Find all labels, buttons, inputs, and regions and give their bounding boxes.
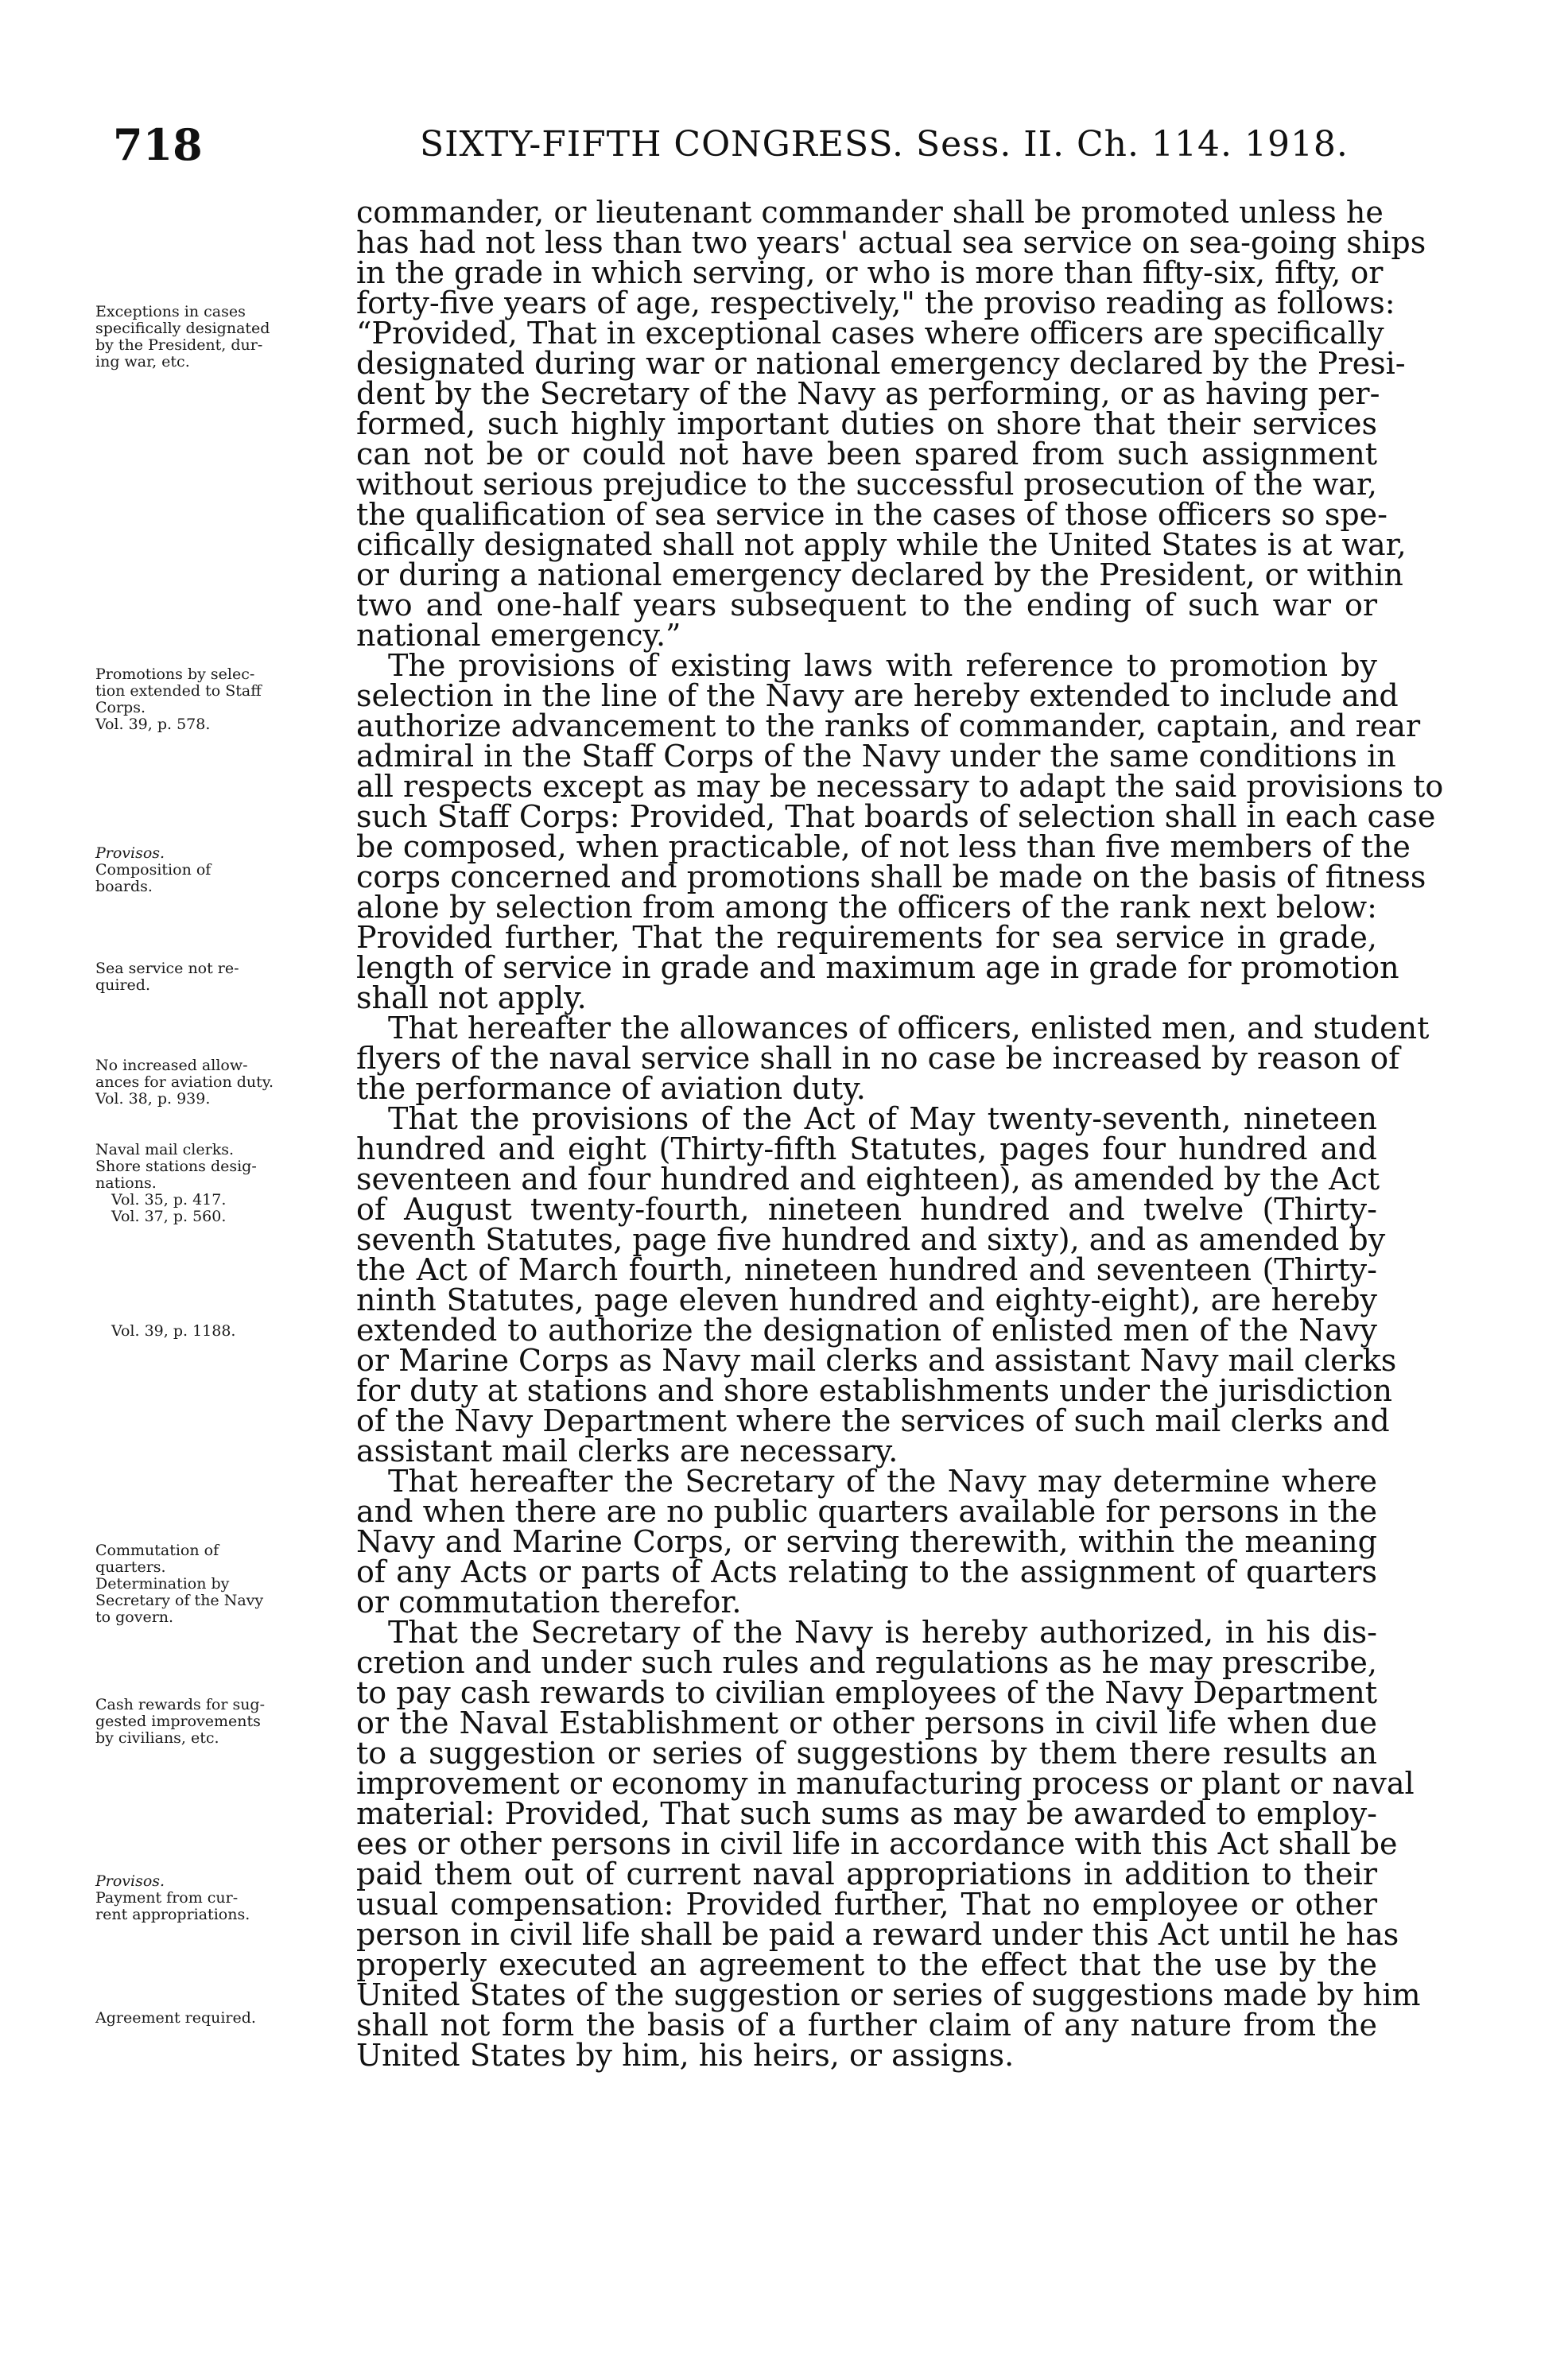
body-line: to pay cash rewards to civilian employees of the Navy Department (356, 1675, 1377, 1710)
body-line: the performance of aviation duty. (356, 1071, 866, 1106)
margin-note-cash-rewards (95, 1697, 350, 1747)
running-head: SIXTY-FIFTH CONGRESS. Sess. II. Ch. 114. 1918. (420, 124, 1349, 165)
margin-note-line: nations. (95, 1174, 157, 1192)
body-line: seventh Statutes, page five hundred and sixty), and as amended by (356, 1222, 1386, 1257)
body-line: forty-five years of age, respectively," the proviso reading as follows: (356, 285, 1395, 320)
margin-note-line: Provisos. (95, 1872, 165, 1890)
body-line: seventeen and four hundred and eighteen), as amended by the Act (356, 1162, 1380, 1197)
body-line: in the grade in which serving, or who is more than fifty-six, fifty, or (356, 255, 1384, 290)
body-line: ninth Statutes, page eleven hundred and eighty-eight), are hereby (356, 1282, 1377, 1317)
body-line: That the provisions of the Act of May twenty-seventh, nineteen (388, 1101, 1377, 1136)
margin-note-line: Payment from cur- (95, 1889, 239, 1907)
margin-note-line: Vol. 38, p. 939. (95, 1090, 211, 1108)
margin-note-line: Composition of (95, 861, 212, 879)
margin-note-line: Vol. 39, p. 1188. (111, 1322, 236, 1340)
body-line: or Marine Corps as Navy mail clerks and assistant Navy mail clerks (356, 1343, 1397, 1378)
margin-note-composition (95, 845, 350, 895)
margin-note-vol39 (95, 1323, 350, 1340)
page-header (0, 119, 1568, 183)
body-line: two and one-half years subsequent to the ending of such war or (356, 588, 1377, 623)
body-line: alone by selection from among the officers of the rank next below: (356, 890, 1377, 925)
body-line: United States of the suggestion or series of suggestions made by him (356, 1977, 1421, 2012)
body-line: That the Secretary of the Navy is hereby authorized, in his dis- (388, 1615, 1377, 1650)
margin-note-exceptions (95, 304, 350, 371)
body-line: improvement or economy in manufacturing process or plant or naval (356, 1766, 1415, 1801)
margin-note-line: quired. (95, 976, 151, 994)
body-text (356, 195, 1444, 2073)
margin-note-line: Corps. (95, 699, 146, 716)
body-line: cretion and under such rules and regulations as he may prescribe, (356, 1645, 1377, 1680)
margin-note-line: Naval mail clerks. (95, 1141, 235, 1158)
margin-note-line: No increased allow- (95, 1057, 248, 1074)
body-line: flyers of the naval service shall in no case be increased by reason of (356, 1041, 1400, 1076)
margin-note-line: Promotions by selec- (95, 665, 255, 683)
body-line: all respects except as may be necessary to adapt the said provisions to (356, 769, 1444, 804)
margin-note-line: Vol. 37, p. 560. (111, 1208, 227, 1225)
margin-note-line: tion extended to Staff (95, 682, 262, 700)
body-line: assistant mail clerks are necessary. (356, 1434, 898, 1469)
margin-note-payment (95, 1873, 350, 1923)
margin-note-line: Sea service not re- (95, 960, 239, 977)
body-line: extended to authorize the designation of enlisted men of the Navy (356, 1313, 1377, 1348)
margin-note-line: rent appropriations. (95, 1906, 250, 1923)
margin-note-line: quarters. (95, 1558, 166, 1576)
margin-note-line: by the President, dur- (95, 336, 263, 354)
body-line: person in civil life shall be paid a reward under this Act until he has (356, 1917, 1399, 1952)
body-line: authorize advancement to the ranks of commander, captain, and rear (356, 708, 1421, 743)
margin-note-line: to govern. (95, 1608, 174, 1626)
body-line: admiral in the Staff Corps of the Navy under the same conditions in (356, 739, 1396, 774)
body-line: the qualification of sea service in the cases of those officers so spe- (356, 497, 1388, 532)
body-line: and when there are no public quarters available for persons in the (356, 1494, 1377, 1529)
body-line: That hereafter the allowances of officers, enlisted men, and student (388, 1011, 1430, 1046)
body-line: paid them out of current naval appropriations in addition to their (356, 1857, 1377, 1891)
margin-note-line: Vol. 39, p. 578. (95, 716, 211, 733)
body-line: for duty at stations and shore establishments under the jurisdiction (356, 1373, 1393, 1408)
body-line: or the Naval Establishment or other persons in civil life when due (356, 1705, 1377, 1740)
body-line: material: Provided, That such sums as may be awarded to employ- (356, 1796, 1377, 1831)
body-line: shall not apply. (356, 980, 587, 1015)
body-line: or commutation therefor. (356, 1585, 742, 1620)
body-line: designated during war or national emergency declared by the Presi- (356, 346, 1406, 381)
body-line: the Act of March fourth, nineteen hundred and seventeen (Thirty- (356, 1252, 1377, 1287)
body-line: national emergency.” (356, 618, 681, 653)
body-line: hundred and eight (Thirty-fifth Statutes, pages four hundred and (356, 1131, 1377, 1166)
body-line: cifically designated shall not apply while the United States is at war, (356, 527, 1407, 562)
body-line: dent by the Secretary of the Navy as performing, or as having per- (356, 376, 1380, 411)
body-line: such Staff Corps: Provided, That boards of selection shall in each case (356, 799, 1436, 834)
margin-note-aviation (95, 1057, 350, 1108)
margin-note-line: boards. (95, 878, 153, 895)
body-line: properly executed an agreement to the effect that the use by the (356, 1947, 1377, 1982)
body-line: be composed, when practicable, of not less than five members of the (356, 829, 1411, 864)
body-line: of any Acts or parts of Acts relating to the assignment of quarters (356, 1554, 1377, 1589)
body-line: has had not less than two years' actual sea service on sea-going ships (356, 225, 1426, 260)
body-line: of the Navy Department where the services of such mail clerks and (356, 1403, 1390, 1438)
body-line: can not be or could not have been spared from such assignment (356, 436, 1377, 471)
body-line: United States by him, his heirs, or assigns. (356, 2038, 1015, 2073)
body-line: ees or other persons in civil life in accordance with this Act shall be (356, 1826, 1398, 1861)
margin-note-line: Determination by (95, 1575, 230, 1593)
margin-note-line: Secretary of the Navy (95, 1592, 264, 1609)
body-line: commander, or lieutenant commander shall be promoted unless he (356, 195, 1384, 230)
margin-note-line: by civilians, etc. (95, 1729, 219, 1747)
body-line: That hereafter the Secretary of the Navy may determine where (388, 1464, 1377, 1499)
margin-note-sea-service (95, 960, 350, 994)
margin-note-line: gested improvements (95, 1713, 261, 1730)
body-line: length of service in grade and maximum age in grade for promotion (356, 950, 1399, 985)
margin-note-line: Agreement required. (95, 2009, 256, 2027)
margin-note-promotions (95, 666, 350, 733)
margin-note-line: Shore stations desig- (95, 1158, 257, 1175)
margin-note-line: specifically designated (95, 320, 270, 337)
margin-note-line: Commutation of (95, 1542, 219, 1559)
body-line: shall not form the basis of a further claim of any nature from the (356, 2008, 1377, 2043)
margin-note-line: Provisos. (95, 844, 165, 862)
body-line: corps concerned and promotions shall be made on the basis of fitness (356, 859, 1426, 894)
page-number: 718 (113, 119, 203, 170)
body-line: selection in the line of the Navy are hereby extended to include and (356, 678, 1399, 713)
margin-note-line: ances for aviation duty. (95, 1073, 274, 1091)
margin-note-commutation (95, 1542, 350, 1626)
body-line: to a suggestion or series of suggestions by them there results an (356, 1736, 1377, 1771)
body-line: usual compensation: Provided further, That no employee or other (356, 1887, 1377, 1922)
body-line: “Provided, That in exceptional cases where officers are specifically (356, 316, 1384, 351)
body-line: without serious prejudice to the successful prosecution of the war, (356, 467, 1377, 502)
body-line: Navy and Marine Corps, or serving therewith, within the meaning (356, 1524, 1377, 1559)
margin-note-line: Exceptions in cases (95, 303, 246, 320)
body-line: The provisions of existing laws with reference to promotion by (388, 648, 1377, 683)
body-line: Provided further, That the requirements for sea service in grade, (356, 920, 1377, 955)
margin-note-line: ing war, etc. (95, 353, 190, 371)
body-line: formed, such highly important duties on shore that their services (356, 406, 1377, 441)
margin-note-line: Vol. 35, p. 417. (111, 1191, 227, 1209)
margin-note-mail-clerks (95, 1142, 350, 1225)
margin-note-agreement (95, 2010, 350, 2027)
margin-note-line: Cash rewards for sug- (95, 1696, 266, 1713)
body-line: or during a national emergency declared by the President, or within (356, 557, 1403, 592)
body-line: of August twenty-fourth, nineteen hundred and twelve (Thirty- (356, 1192, 1377, 1227)
